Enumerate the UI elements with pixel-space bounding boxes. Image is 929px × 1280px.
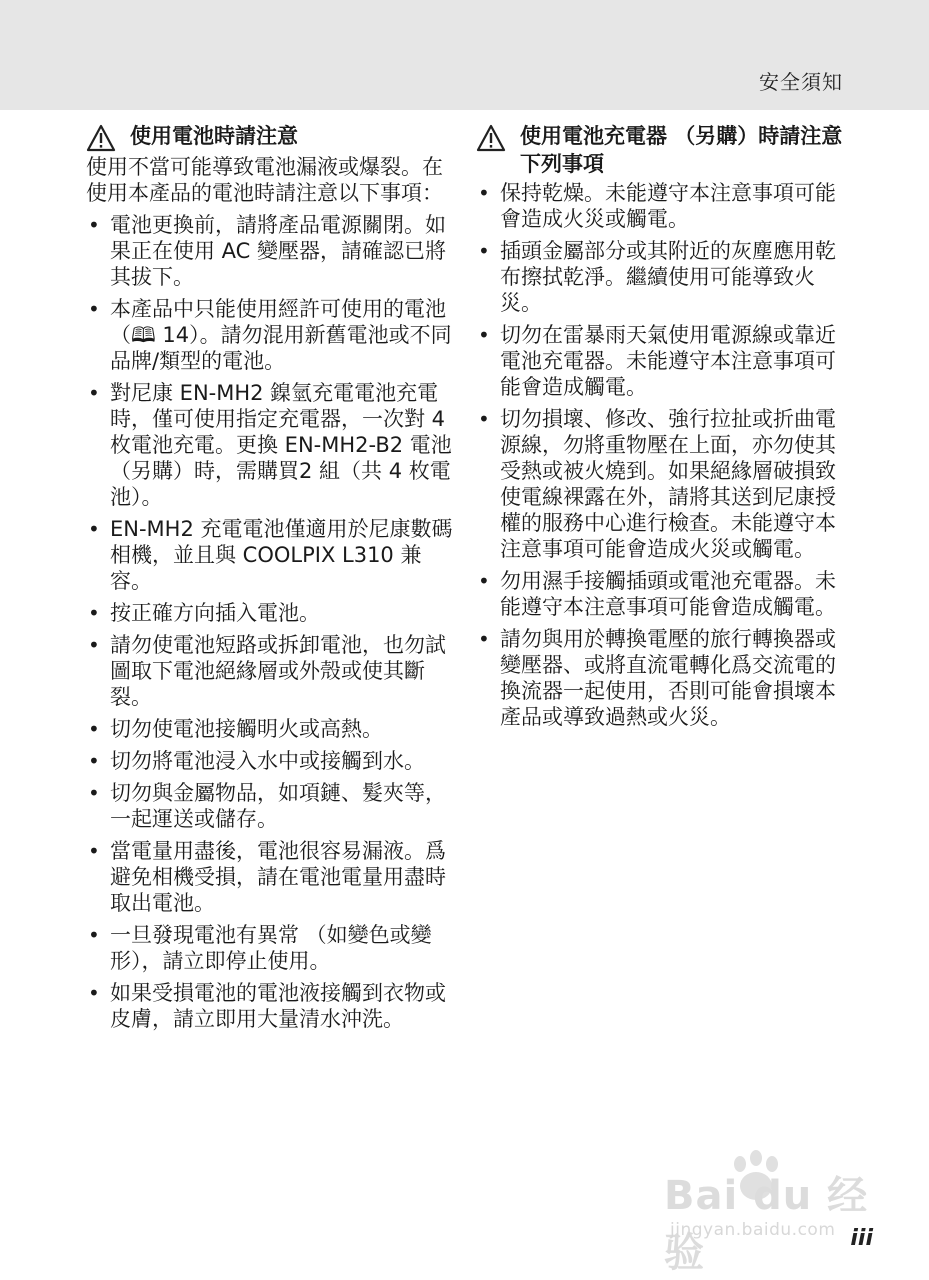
bullet-icon: • [478, 627, 490, 651]
bullet-icon: • [88, 923, 100, 947]
list-item-text: 切勿將電池浸入水中或接觸到水。 [110, 749, 425, 773]
list-item-text: 當電量用盡後，電池很容易漏液。爲避免相機受損，請在電池電量用盡時取出電池。 [110, 839, 446, 915]
list-item-text: 請勿與用於轉換電壓的旅行轉換器或變壓器、或將直流電轉化爲交流電的換流器一起使用，否則可能會損壞本產品或導致過熱或火災。 [500, 627, 836, 729]
bullet-icon: • [88, 633, 100, 657]
list-item-text: 切勿使電池接觸明火或高熱。 [110, 717, 383, 741]
list-item [86, 516, 458, 594]
bullet-icon: • [478, 407, 490, 431]
list-item-text: 插頭金屬部分或其附近的灰塵應用乾布擦拭乾淨。繼續使用可能導致火災。 [500, 239, 836, 315]
header-band [0, 0, 929, 110]
right-section-heading [476, 122, 848, 178]
list-item [476, 406, 848, 562]
bullet-icon: • [88, 297, 100, 321]
bullet-icon: • [88, 781, 100, 805]
list-item [476, 626, 848, 730]
list-item [86, 780, 458, 832]
page-header-title: 安全須知 [759, 70, 843, 94]
list-item [86, 600, 458, 626]
left-section-heading [86, 122, 458, 152]
list-item [86, 838, 458, 916]
list-item [86, 716, 458, 742]
list-item-text: EN-MH2 充電電池僅適用於尼康數碼相機，並且與 COOLPIX L310 兼容。 [110, 517, 453, 593]
list-item-text: 切勿損壞、修改、強行拉扯或折曲電源線，勿將重物壓在上面，亦勿使其受熱或被火燒到。如果絕緣層破損致使電線裸露在外，請將其送到尼康授權的服務中心進行檢查。未能遵守本注意事項可能會造成火災或觸電。 [500, 407, 836, 561]
baidu-jingyan-watermark [660, 1150, 870, 1276]
list-item [86, 922, 458, 974]
list-item-text: 對尼康 EN-MH2 鎳氫充電電池充電時，僅可使用指定充電器，一次對 4 枚電池充電。更換 EN-MH2-B2 電池 （另購）時，需購買2 組（共 4 枚電池）。 [110, 381, 452, 509]
list-item-text: 勿用濕手接觸插頭或電池充電器。未能遵守本注意事項可能會造成觸電。 [500, 569, 836, 619]
bullet-icon: • [478, 239, 490, 263]
list-item-text: 如果受損電池的電池液接觸到衣物或皮膚，請立即用大量清水沖洗。 [110, 981, 446, 1031]
bullet-icon: • [478, 323, 490, 347]
watermark-logo-text: Bai du 经验 [664, 1173, 869, 1276]
list-item [86, 296, 458, 374]
right-item-list [476, 180, 848, 730]
bullet-icon: • [88, 749, 100, 773]
list-item-text: 電池更換前，請將產品電源關閉。如果正在使用 AC 變壓器，請確認已將其拔下。 [110, 213, 447, 289]
warning-triangle-icon [86, 124, 116, 152]
page-number: iii [850, 1226, 873, 1251]
warning-triangle-icon [476, 124, 506, 152]
bullet-icon: • [88, 601, 100, 625]
list-item [476, 322, 848, 400]
bullet-icon: • [88, 839, 100, 863]
right-section-title: 使用電池充電器 （另購）時請注意下列事項 [520, 124, 843, 176]
bullet-icon: • [478, 569, 490, 593]
list-item [86, 980, 458, 1032]
list-item-text: 請勿使電池短路或拆卸電池，也勿試圖取下電池絕緣層或外殼或使其斷裂。 [110, 633, 446, 709]
left-item-list [86, 212, 458, 1032]
left-section-intro: 使用不當可能導致電池漏液或爆裂。在使用本產品的電池時請注意以下事項： [86, 155, 443, 205]
bullet-icon: • [88, 381, 100, 405]
list-item [476, 238, 848, 316]
list-item [476, 568, 848, 620]
list-item-text: 切勿在雷暴雨天氣使用電源線或靠近電池充電器。未能遵守本注意事項可能會造成觸電。 [500, 323, 836, 399]
list-item-text: 按正確方向插入電池。 [110, 601, 320, 625]
list-item [86, 380, 458, 510]
left-column [86, 122, 458, 1038]
list-item-text: 保持乾燥。未能遵守本注意事項可能會造成火災或觸電。 [500, 181, 836, 231]
watermark-url: jingyan.baidu.com [670, 1220, 836, 1240]
list-item [86, 632, 458, 710]
bullet-icon: • [88, 981, 100, 1005]
left-section-title: 使用電池時請注意 [130, 124, 298, 148]
bullet-icon: • [478, 181, 490, 205]
list-item [86, 748, 458, 774]
bullet-icon: • [88, 717, 100, 741]
bullet-icon: • [88, 213, 100, 237]
right-column [476, 122, 848, 736]
list-item-text: 一旦發現電池有異常 （如變色或變形），請立即停止使用。 [110, 923, 432, 973]
list-item-text: 本產品中只能使用經許可使用的電池 （🕮 14）。請勿混用新舊電池或不同品牌/類型的電池。 [110, 297, 452, 373]
list-item-text: 切勿與金屬物品，如項鏈、髮夾等，一起運送或儲存。 [110, 781, 446, 831]
bullet-icon: • [88, 517, 100, 541]
list-item [86, 212, 458, 290]
list-item [476, 180, 848, 232]
